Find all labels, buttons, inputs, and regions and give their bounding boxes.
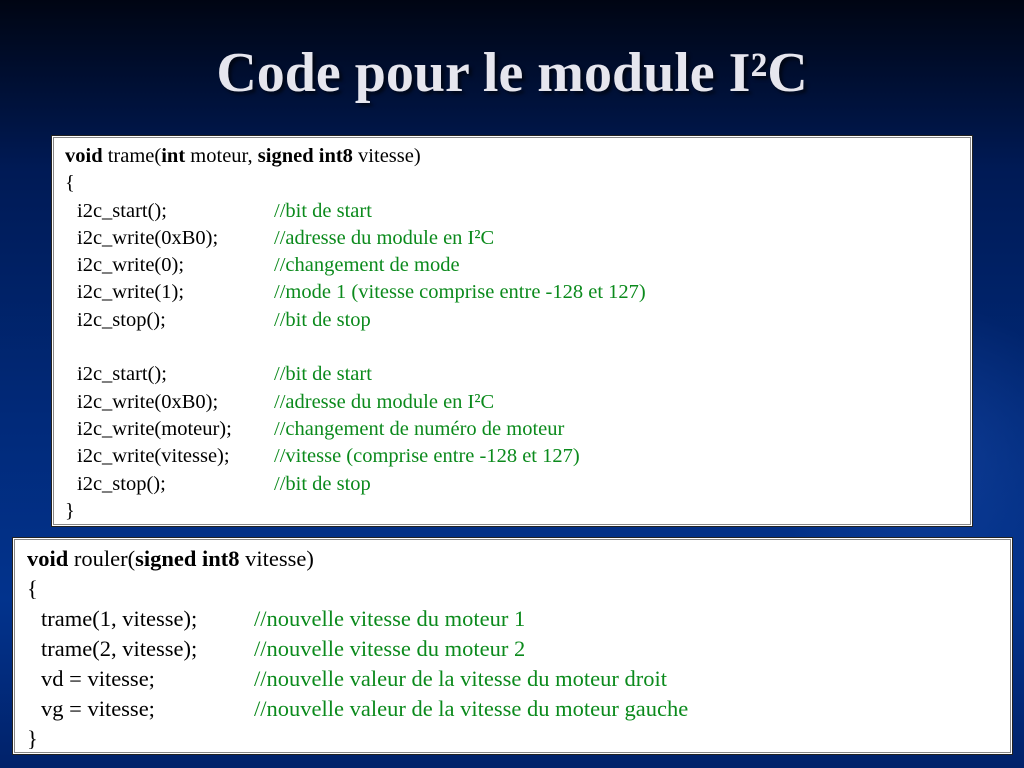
code-comment: //bit de stop: [274, 472, 371, 495]
code-statement: i2c_write(moteur);: [77, 417, 232, 440]
keyword-signed-int8: signed int8: [257, 145, 353, 167]
code-comment: //nouvelle vitesse du moteur 1: [254, 606, 526, 631]
code-statement: i2c_stop();: [77, 308, 166, 331]
open-brace: {: [65, 172, 75, 195]
code-line: [65, 279, 970, 306]
keyword-void: void: [27, 546, 69, 571]
code-statement: i2c_write(1);: [77, 281, 185, 304]
code-line: [65, 443, 970, 470]
code-comment: //bit de stop: [274, 308, 371, 331]
code-comment: //bit de start: [274, 363, 372, 386]
code-statement: i2c_write(vitesse);: [77, 445, 230, 468]
code-line: [27, 634, 1010, 664]
code-line: [27, 604, 1010, 634]
keyword-void: void: [65, 145, 103, 167]
code-line: [65, 307, 970, 334]
code-comment: //mode 1 (vitesse comprise entre -128 et 127): [274, 281, 646, 304]
code-line: [65, 361, 970, 388]
code-comment: //nouvelle valeur de la vitesse du moteur gauche: [254, 696, 689, 721]
param-vitesse: vitesse): [239, 546, 314, 571]
code-comment: //bit de start: [274, 199, 372, 222]
code-block-rouler: [14, 539, 1011, 753]
code-comment: //changement de numéro de moteur: [274, 417, 565, 440]
code-comment: //vitesse (comprise entre -128 et 127): [274, 445, 580, 468]
code-statement: i2c_write(0xB0);: [77, 390, 219, 413]
code-comment: //nouvelle valeur de la vitesse du moteur droit: [254, 666, 668, 691]
code-comment: //adresse du module en I²C: [274, 226, 495, 249]
code-line: [65, 198, 970, 225]
code-statement: i2c_write(0xB0);: [77, 226, 219, 249]
code-statement: i2c_start();: [77, 199, 167, 222]
blank-line: [65, 334, 970, 361]
close-brace: }: [65, 499, 75, 522]
code-line: [65, 389, 970, 416]
code-statement: i2c_start();: [77, 363, 167, 386]
code-block-trame: [53, 137, 971, 525]
function-name: trame(: [102, 145, 162, 167]
rouler-signature: [27, 544, 1010, 574]
keyword-int: int: [161, 145, 186, 167]
code-line: [65, 471, 970, 498]
code-comment: //nouvelle vitesse du moteur 2: [254, 636, 526, 661]
code-statement: trame(2, vitesse);: [41, 636, 198, 661]
param-moteur: moteur,: [185, 145, 258, 167]
code-comment: //changement de mode: [274, 254, 460, 277]
param-vitesse: vitesse): [352, 145, 421, 167]
code-statement: vg = vitesse;: [41, 696, 155, 721]
code-statement: i2c_write(0);: [77, 254, 185, 277]
slide-title: Code pour le module I²C: [216, 42, 808, 104]
code-line: [27, 694, 1010, 724]
code-line: [65, 225, 970, 252]
keyword-signed-int8: signed int8: [135, 546, 240, 571]
code-line: [27, 664, 1010, 694]
code-line: [65, 416, 970, 443]
code-statement: vd = vitesse;: [41, 666, 155, 691]
function-name: rouler(: [68, 546, 136, 571]
trame-signature: [65, 143, 970, 170]
open-brace: {: [27, 576, 38, 601]
code-statement: trame(1, vitesse);: [41, 606, 198, 631]
code-line: [65, 252, 970, 279]
code-comment: //adresse du module en I²C: [274, 390, 495, 413]
code-statement: i2c_stop();: [77, 472, 166, 495]
close-brace: }: [27, 726, 38, 751]
